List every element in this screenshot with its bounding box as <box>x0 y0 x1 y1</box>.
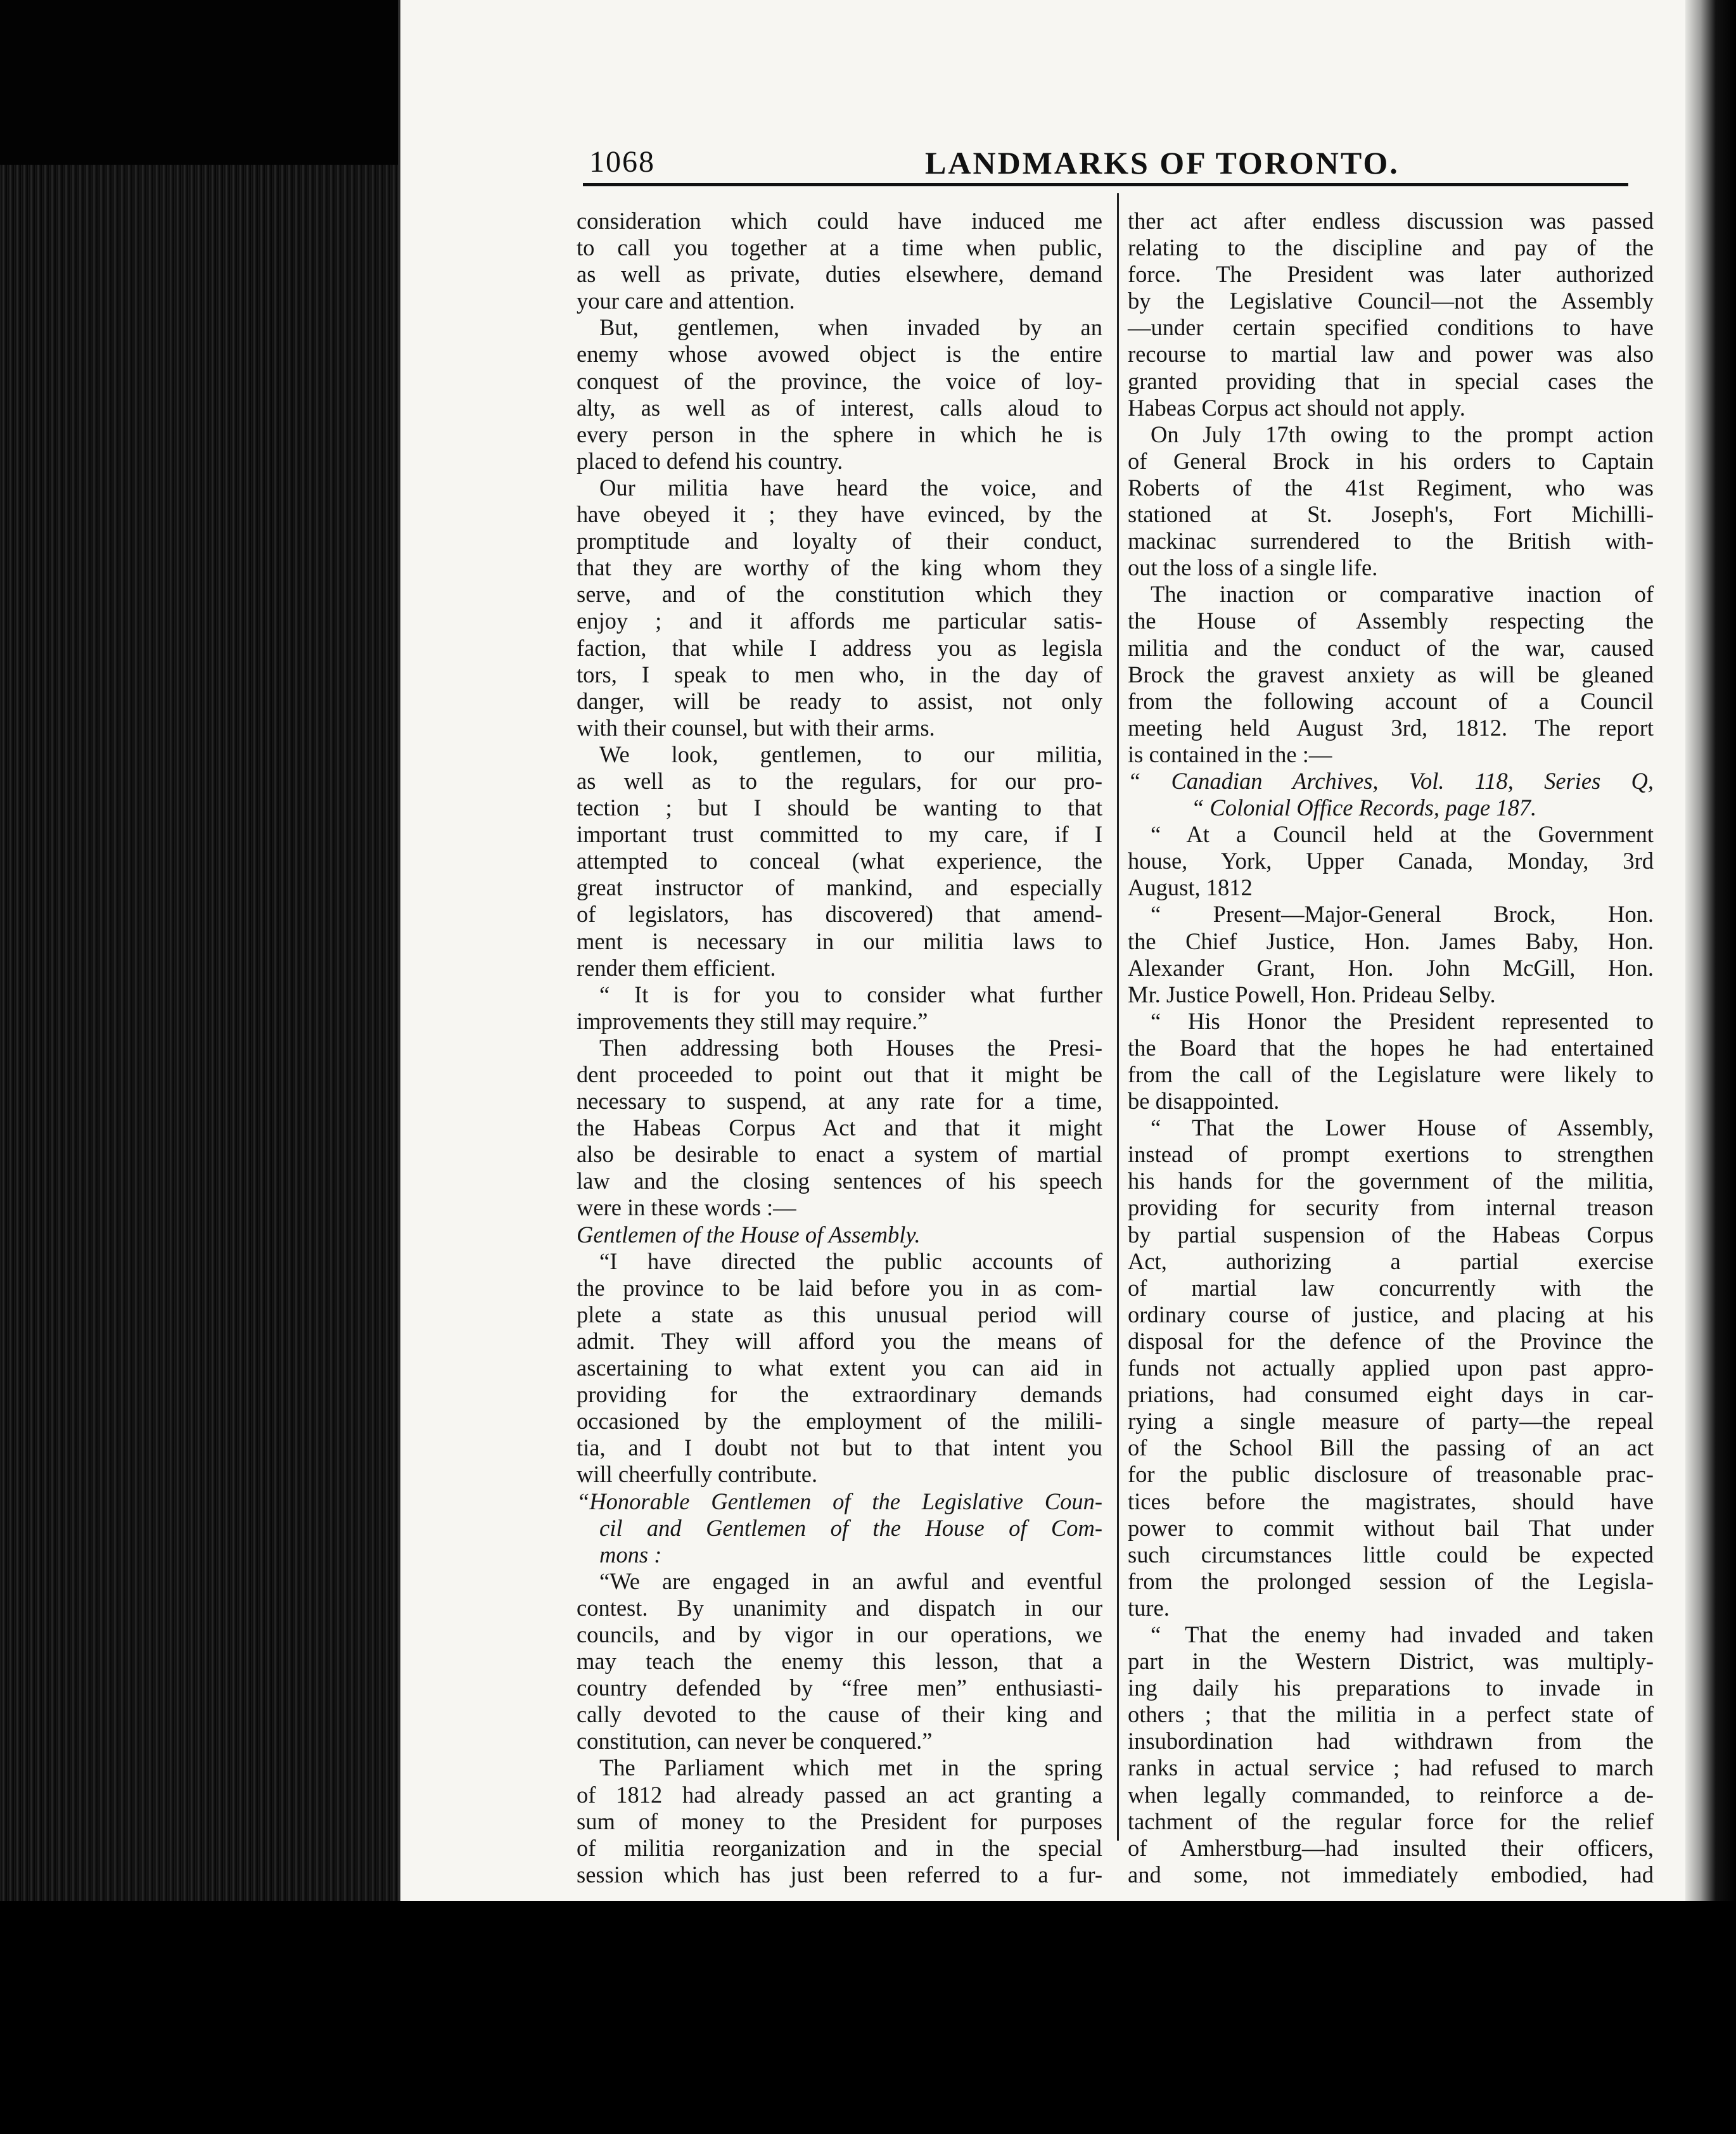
text-line: by the Legislative Council—not the Assembly <box>1128 288 1654 314</box>
text-line: may teach the enemy this lesson, that a <box>577 1648 1102 1675</box>
text-line: “ It is for you to consider what further <box>599 981 1102 1007</box>
text-line: —under certain specified conditions to have <box>1128 314 1654 341</box>
text-line: “I have directed the public accounts of <box>599 1248 1102 1274</box>
text-line: instead of prompt exertions to strengthen <box>1128 1141 1654 1168</box>
page-header <box>589 144 1628 189</box>
text-line: Gentlemen of the House of Assembly. <box>577 1221 921 1248</box>
text-line: “ Colonial Office Records, page 187. <box>1191 795 1537 821</box>
text-line: relating to the discipline and pay of the <box>1128 234 1654 261</box>
text-line: the House of Assembly respecting the <box>1128 608 1654 634</box>
text-line: promptitude and loyalty of their conduct, <box>577 528 1102 554</box>
text-line: “Honorable Gentlemen of the Legislative Coun- <box>577 1488 1102 1514</box>
text-line: contest. By unanimity and dispatch in our <box>577 1594 1102 1621</box>
text-line: of the School Bill the passing of an act <box>1128 1434 1654 1461</box>
text-line: tia, and I doubt not but to that intent you <box>577 1434 1102 1461</box>
text-line: be disappointed. <box>1128 1088 1280 1115</box>
text-line: important trust committed to my care, if I <box>577 821 1102 848</box>
text-line: great instructor of mankind, and especially <box>577 874 1102 901</box>
text-line: attempted to conceal (what experience, the <box>577 848 1102 874</box>
text-line: tices before the magistrates, should have <box>1128 1488 1654 1514</box>
text-line: of 1812 had already passed an act granting a <box>577 1781 1102 1808</box>
text-line: cil and Gentlemen of the House of Com- <box>599 1514 1102 1541</box>
text-line: force. The President was later authorized <box>1128 261 1654 288</box>
text-line: tachment of the regular force for the relief <box>1128 1808 1654 1834</box>
text-line: from the following account of a Council <box>1128 687 1654 714</box>
text-line: ment is necessary in our militia laws to <box>577 928 1102 954</box>
text-line: as well as private, duties elsewhere, demand <box>577 261 1102 288</box>
text-line: and some, not immediately embodied, had <box>1128 1861 1654 1888</box>
text-line: “ That the enemy had invaded and taken <box>1151 1621 1654 1647</box>
text-line: for the public disclosure of treasonable prac- <box>1128 1461 1654 1488</box>
text-line: dent proceeded to point out that it might be <box>577 1061 1102 1087</box>
text-line: disposal for the defence of the Province the <box>1128 1327 1654 1354</box>
text-line: to call you together at a time when public, <box>577 234 1102 261</box>
text-line: the Board that the hopes he had entertained <box>1128 1034 1654 1061</box>
text-line: Our militia have heard the voice, and <box>599 474 1102 501</box>
text-line: “ Present—Major-General Brock, Hon. <box>1151 901 1654 928</box>
text-line: house, York, Upper Canada, Monday, 3rd <box>1128 848 1654 874</box>
text-line: also be desirable to enact a system of martial <box>577 1141 1102 1168</box>
text-line: danger, will be ready to assist, not only <box>577 687 1102 714</box>
text-line: tors, I speak to men who, in the day of <box>577 661 1102 687</box>
text-line: is contained in the :— <box>1128 741 1332 767</box>
text-line: ascertaining to what extent you can aid in <box>577 1355 1102 1381</box>
text-line: ture. <box>1128 1594 1170 1621</box>
text-line: ther act after endless discussion was passed <box>1128 208 1654 234</box>
text-line: enjoy ; and it affords me particular satis- <box>577 608 1102 634</box>
text-line: meeting held August 3rd, 1812. The report <box>1128 714 1654 741</box>
text-line: with their counsel, but with their arms. <box>577 714 935 741</box>
text-line: of General Brock in his orders to Captain <box>1128 447 1654 474</box>
text-line: enemy whose avowed object is the entire <box>577 341 1102 367</box>
text-line: as well as to the regulars, for our pro- <box>577 767 1102 794</box>
text-line: from the call of the Legislature were likely to <box>1128 1061 1654 1087</box>
text-line: stationed at St. Joseph's, Fort Michilli- <box>1128 501 1654 528</box>
text-line: every person in the sphere in which he is <box>577 421 1102 447</box>
text-line: cally devoted to the cause of their king and <box>577 1701 1102 1728</box>
text-line: “We are engaged in an awful and eventful <box>599 1568 1102 1594</box>
text-line: Alexander Grant, Hon. John McGill, Hon. <box>1128 954 1654 981</box>
text-line: providing for security from internal treason <box>1128 1194 1654 1221</box>
text-line: the Habeas Corpus Act and that it might <box>577 1115 1102 1141</box>
right-column <box>1128 208 1654 1888</box>
text-line: granted providing that in special cases the <box>1128 367 1654 394</box>
text-line: necessary to suspend, at any rate for a time, <box>577 1088 1102 1115</box>
text-line: have obeyed it ; they have evinced, by the <box>577 501 1102 528</box>
text-line: country defended by “free men” enthusiasti- <box>577 1675 1102 1701</box>
text-line: occasioned by the employment of the milili- <box>577 1408 1102 1434</box>
text-line: conquest of the province, the voice of loy- <box>577 367 1102 394</box>
text-line: Mr. Justice Powell, Hon. Prideau Selby. <box>1128 981 1496 1007</box>
text-line: law and the closing sentences of his speech <box>577 1168 1102 1194</box>
text-line: that they are worthy of the king whom they <box>577 554 1102 581</box>
text-line: improvements they still may require.” <box>577 1007 928 1034</box>
text-line: plete a state as this unusual period will <box>577 1301 1102 1327</box>
text-line: constitution, can never be conquered.” <box>577 1728 933 1754</box>
running-title: LANDMARKS OF TORONTO. <box>925 145 1400 181</box>
text-line: of Amherstburg—had insulted their officers, <box>1128 1834 1654 1861</box>
text-line: “ His Honor the President represented to <box>1151 1007 1654 1034</box>
page-number: 1068 <box>589 145 655 179</box>
text-line: mons : <box>599 1541 662 1568</box>
text-line: mackinac surrendered to the British with- <box>1128 528 1654 554</box>
text-line: from the prolonged session of the Legisla- <box>1128 1568 1654 1594</box>
text-line: of martial law concurrently with the <box>1128 1274 1654 1301</box>
text-line: On July 17th owing to the prompt action <box>1151 421 1654 447</box>
text-line: power to commit without bail That under <box>1128 1514 1654 1541</box>
text-line: Then addressing both Houses the Presi- <box>599 1034 1102 1061</box>
dark-corner <box>0 0 405 165</box>
text-line: of legislators, has discovered) that amend- <box>577 901 1102 928</box>
text-line: serve, and of the constitution which they <box>577 581 1102 608</box>
text-line: your care and attention. <box>577 288 795 314</box>
page-edge-stack <box>0 0 405 2134</box>
text-line: “ At a Council held at the Government <box>1151 821 1654 848</box>
text-line: part in the Western District, was multiply- <box>1128 1648 1654 1675</box>
left-column <box>577 208 1102 1888</box>
text-line: alty, as well as of interest, calls aloud to <box>577 394 1102 421</box>
text-line: rying a single measure of party—the repeal <box>1128 1408 1654 1434</box>
text-line: Brock the gravest anxiety as will be gleaned <box>1128 661 1654 687</box>
text-line: “ Canadian Archives, Vol. 118, Series Q, <box>1128 767 1654 794</box>
text-line: will cheerfully contribute. <box>577 1461 818 1488</box>
text-line: priations, had consumed eight days in car- <box>1128 1381 1654 1408</box>
text-line: ordinary course of justice, and placing at his <box>1128 1301 1654 1327</box>
text-line: his hands for the government of the militia, <box>1128 1168 1654 1194</box>
text-line: The inaction or comparative inaction of <box>1151 581 1654 608</box>
text-line: by partial suspension of the Habeas Corpus <box>1128 1221 1654 1248</box>
text-line: ranks in actual service ; had refused to march <box>1128 1754 1654 1781</box>
header-rule <box>583 183 1628 186</box>
text-line: sum of money to the President for purposes <box>577 1808 1102 1834</box>
page-right-edge <box>1685 0 1736 1901</box>
text-line: others ; that the militia in a perfect state of <box>1128 1701 1654 1728</box>
text-line: admit. They will afford you the means of <box>577 1327 1102 1354</box>
text-line: tection ; but I should be wanting to that <box>577 795 1102 821</box>
scan-background <box>0 1901 1736 2134</box>
text-line: placed to defend his country. <box>577 447 843 474</box>
text-line: the province to be laid before you in as com- <box>577 1274 1102 1301</box>
text-line: consideration which could have induced me <box>577 208 1102 234</box>
text-line: “ That the Lower House of Assembly, <box>1151 1115 1654 1141</box>
text-line: the Chief Justice, Hon. James Baby, Hon. <box>1128 928 1654 954</box>
text-line: faction, that while I address you as legisla <box>577 634 1102 661</box>
text-line: August, 1812 <box>1128 874 1253 901</box>
column-rule <box>1117 193 1119 1841</box>
text-line: such circumstances little could be expected <box>1128 1541 1654 1568</box>
text-line: militia and the conduct of the war, caused <box>1128 634 1654 661</box>
text-line: But, gentlemen, when invaded by an <box>599 314 1102 341</box>
text-line: The Parliament which met in the spring <box>599 1754 1102 1781</box>
text-line: Act, authorizing a partial exercise <box>1128 1248 1654 1274</box>
text-line: render them efficient. <box>577 954 776 981</box>
text-line: ing daily his preparations to invade in <box>1128 1675 1654 1701</box>
text-line: were in these words :— <box>577 1194 796 1221</box>
text-line: when legally commanded, to reinforce a de- <box>1128 1781 1654 1808</box>
text-line: providing for the extraordinary demands <box>577 1381 1102 1408</box>
text-line: recourse to martial law and power was also <box>1128 341 1654 367</box>
text-line: We look, gentlemen, to our militia, <box>599 741 1102 767</box>
text-line: councils, and by vigor in our operations, we <box>577 1621 1102 1647</box>
text-line: session which has just been referred to a fur- <box>577 1861 1102 1888</box>
text-line: out the loss of a single life. <box>1128 554 1378 581</box>
text-line: Roberts of the 41st Regiment, who was <box>1128 474 1654 501</box>
text-line: insubordination had withdrawn from the <box>1128 1728 1654 1754</box>
text-line: Habeas Corpus act should not apply. <box>1128 394 1465 421</box>
text-line: of militia reorganization and in the special <box>577 1834 1102 1861</box>
text-line: funds not actually applied upon past appro- <box>1128 1355 1654 1381</box>
